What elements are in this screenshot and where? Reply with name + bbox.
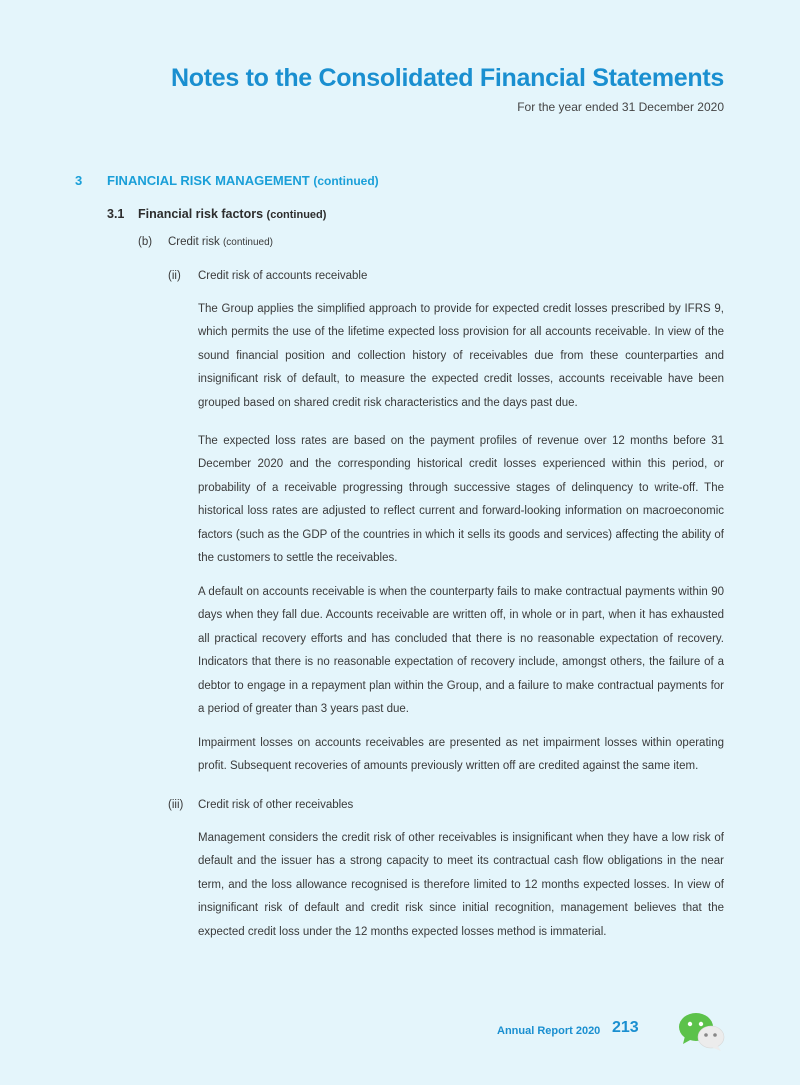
- page-title: Notes to the Consolidated Financial Statements: [171, 64, 724, 92]
- item-b-title-text: Credit risk: [168, 236, 220, 248]
- subsection-title-text: Financial risk factors: [138, 207, 264, 221]
- page-number: 213: [612, 1019, 639, 1036]
- section-title-text: FINANCIAL RISK MANAGEMENT: [107, 173, 310, 188]
- subsection-title: [138, 207, 326, 221]
- item-iii-title: Credit risk of other receivables: [198, 799, 354, 811]
- item-ii-title: Credit risk of accounts receivable: [198, 270, 368, 282]
- section-title: [107, 173, 379, 188]
- item-b-title: [168, 236, 273, 248]
- section-continued: (continued): [313, 174, 379, 188]
- section-number: 3: [75, 173, 83, 188]
- paragraph: The expected loss rates are based on the payment profiles of revenue over 12 months before 31 December 2020 and the corresponding historical credit losses experienced within this period, or probability of a receivable progressing through successive stages of delinquency to write-off. The historical loss rates are adjusted to reflect current and forward-looking information on macroeconomic factors (such as the GDP of the countries in which it sells its goods and services) affecting the ability of the customers to settle the receivables.: [198, 435, 724, 565]
- wechat-logo-icon: [677, 1010, 727, 1052]
- subsection-continued: (continued): [266, 209, 327, 221]
- subsection-number: 3.1: [107, 207, 125, 221]
- item-iii-label: (iii): [168, 799, 184, 811]
- item-b-continued: (continued): [222, 237, 273, 248]
- page-subtitle: For the year ended 31 December 2020: [517, 100, 724, 114]
- footer-report-label: Annual Report 2020: [497, 1025, 601, 1037]
- item-ii-label: (ii): [168, 270, 181, 282]
- paragraph: A default on accounts receivable is when the counterparty fails to make contractual payments within 90 days when they fall due. Accounts receivable are written off, in whole or in part, when it has exhausted all practical recovery efforts and has concluded that there is no reasonable expectation of recovery. Indicators that there is no reasonable expectation of recovery include, amongst others, the failure of a debtor to engage in a repayment plan within the Group, and a failure to make contractual payments for a period of greater than 3 years past due.: [198, 586, 724, 716]
- paragraph: Management considers the credit risk of other receivables is insignificant when they have a low risk of default and the issuer has a strong capacity to meet its contractual cash flow obligations in the near term, and the loss allowance recognised is therefore limited to 12 months expected losses. In view of insignificant risk of default and credit risk since initial recognition, management believes that the expected credit loss under the 12 months expected losses method is immaterial.: [198, 832, 724, 938]
- paragraph: Impairment losses on accounts receivables are presented as net impairment losses within operating profit. Subsequent recoveries of amounts previously written off are credited against the same item.: [198, 737, 724, 773]
- item-b-label: (b): [138, 236, 153, 248]
- paragraph: The Group applies the simplified approach to provide for expected credit losses prescribed by IFRS 9, which permits the use of the lifetime expected loss provision for all accounts receivable. In view of the sound financial position and collection history of receivables due from these counterparties and insignificant risk of default, to measure the expected credit losses, accounts receivable have been grouped based on shared credit risk characteristics and the days past due.: [198, 303, 724, 409]
